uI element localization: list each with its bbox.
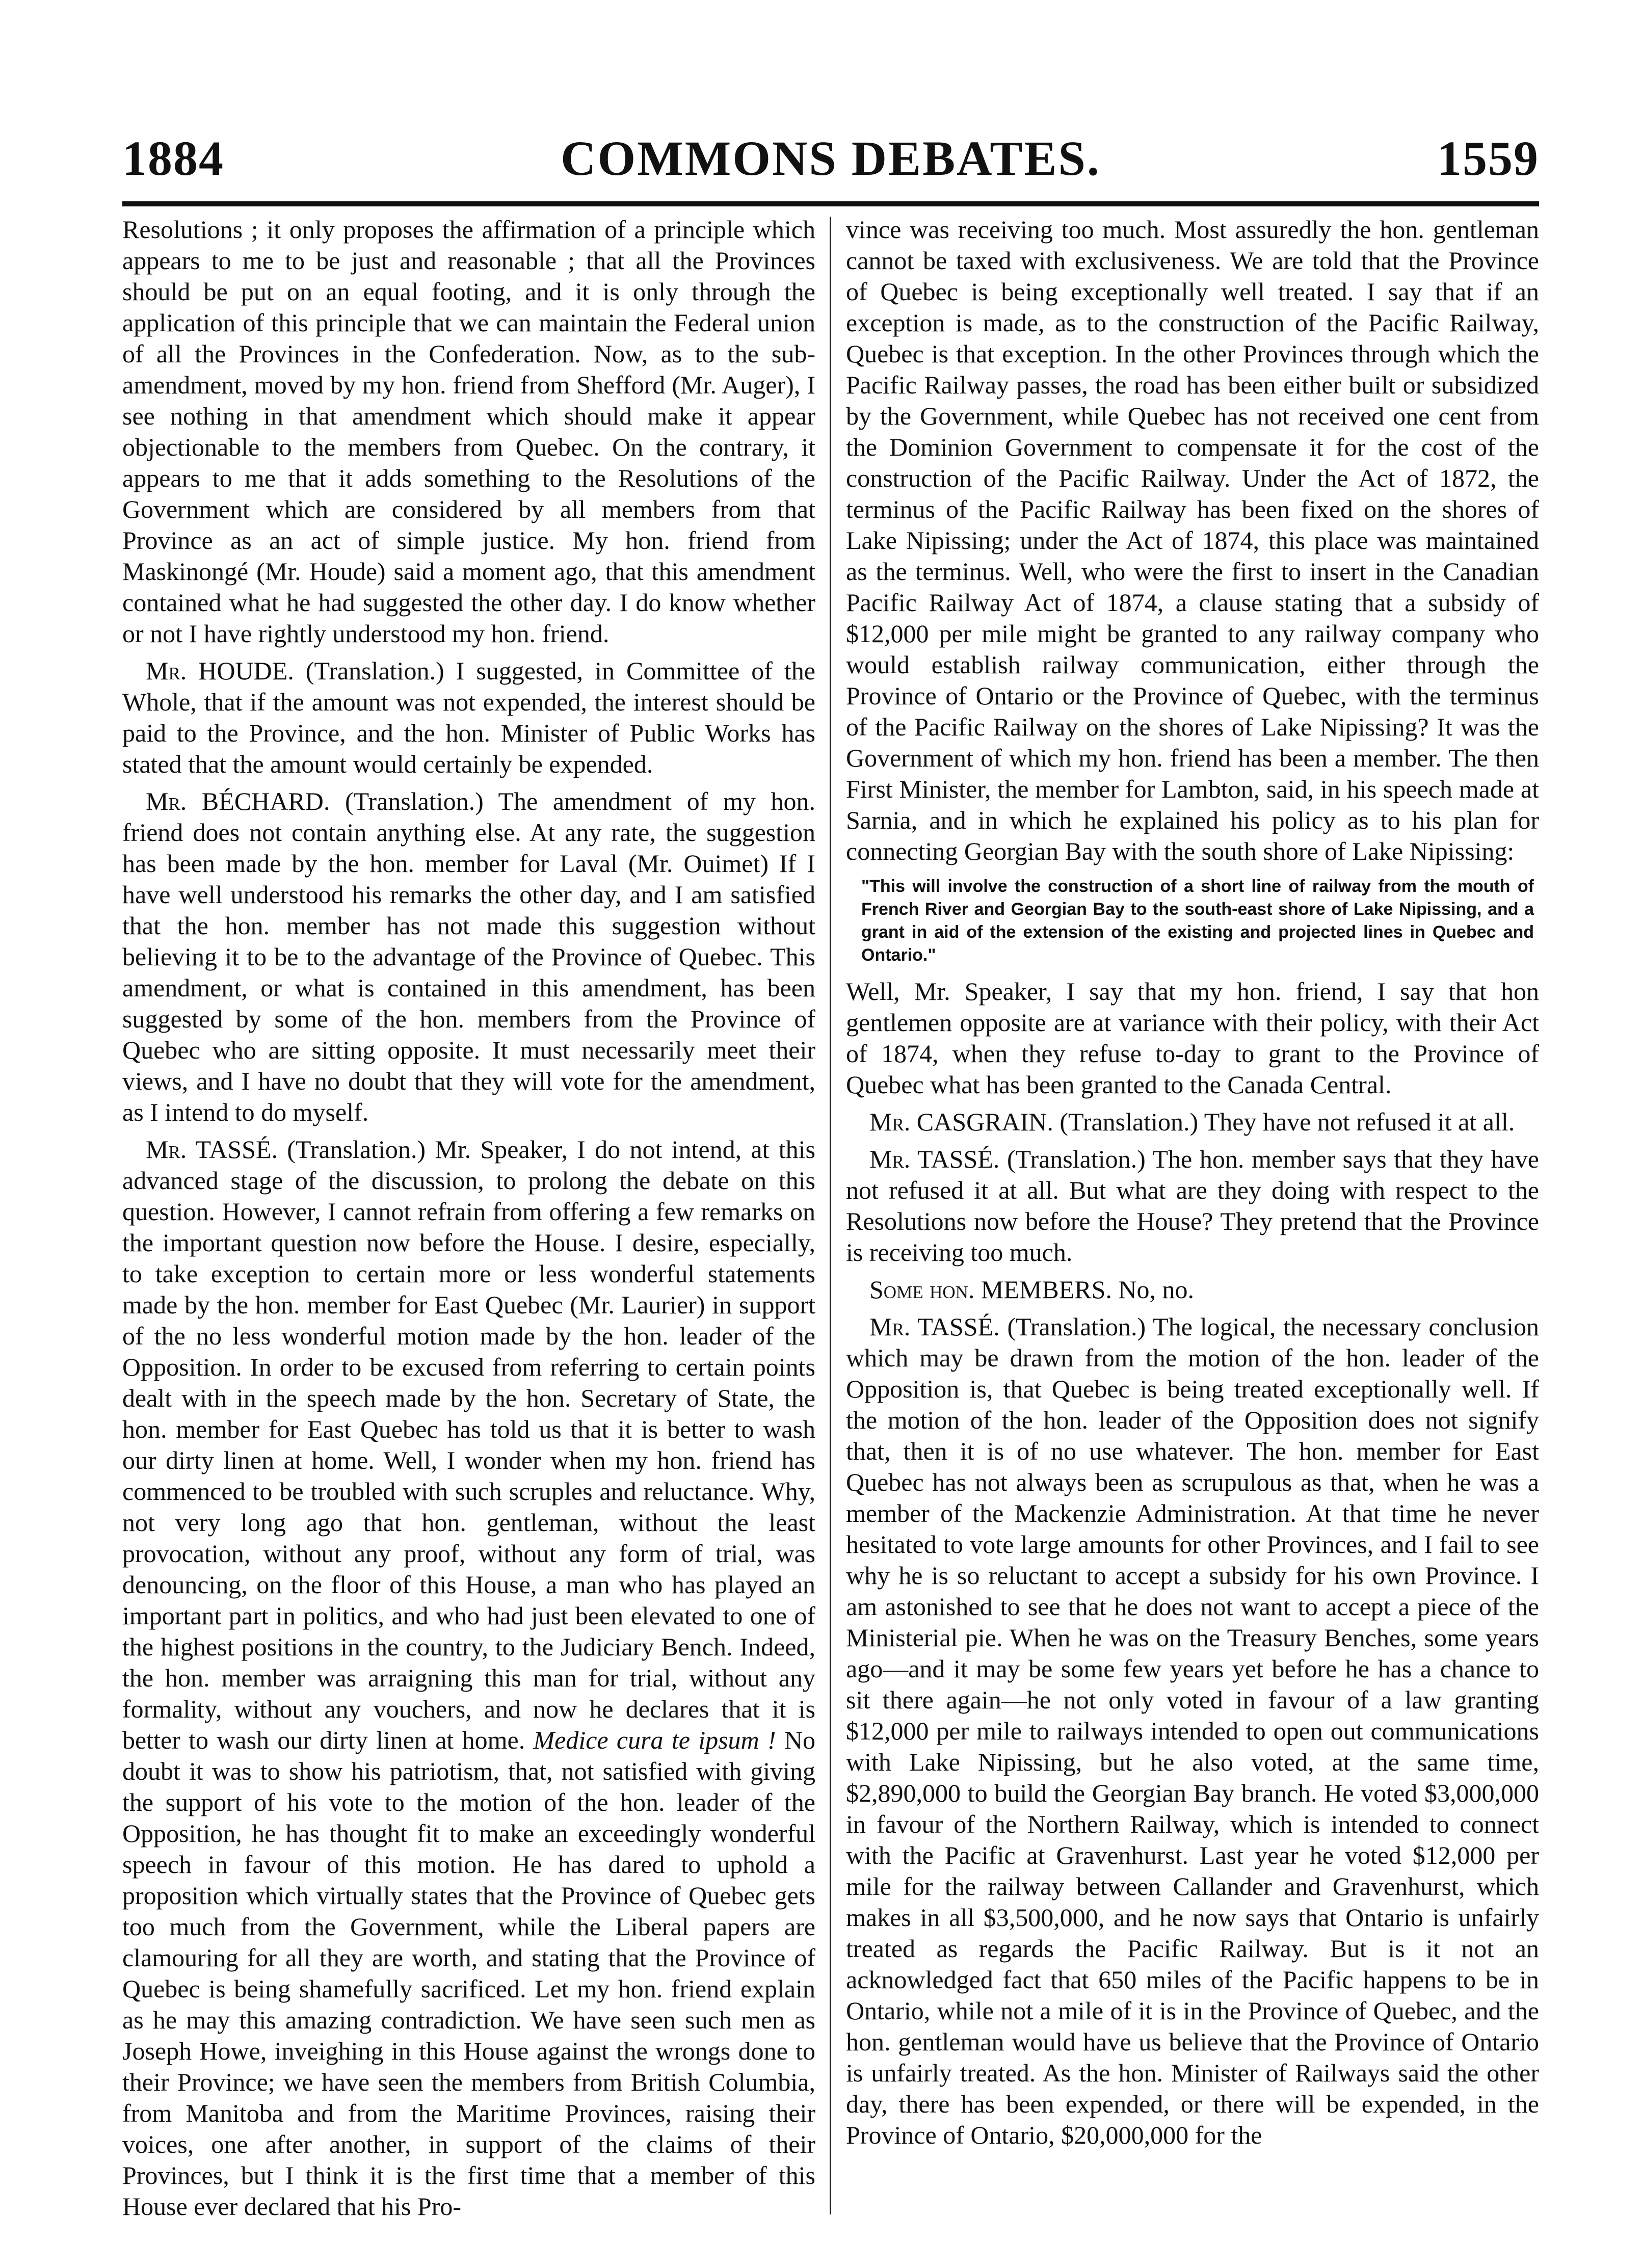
speaker-name: Mr. TASSÉ. xyxy=(869,1145,1000,1173)
paragraph xyxy=(122,1134,815,2222)
paragraph xyxy=(122,786,815,1128)
paragraph-text: No doubt it was to show his patriotism, that, not satisfied with giving the support of his vote to the motion of the hon. leader of the Opposition, he has thought fit to make an exceedingly wonderful speech in favour of this motion. He has dared to uphold a proposition which virtually states that the Province of Quebec gets too much from the Government, while the Liberal papers are clamouring for all they are worth, and stating that the Province of Quebec is being shamefully sacrificed. Let my hon. friend explain as he may this amazing contradiction. We have seen such men as Joseph Howe, inveighing in this House against the wrongs done to their Province; we have seen the members from British Columbia, from Manitoba and from the Maritime Provinces, raising their voices, one after another, in support of the claims of their Provinces, but I think it is the first time that a member of this House ever declared that his Pro- xyxy=(122,1726,816,2221)
page-header xyxy=(122,130,1539,191)
speaker-name: Mr. BÉCHARD. xyxy=(146,787,330,815)
paragraph xyxy=(122,655,815,780)
quotation: "This will involve the construction of a short line of railway from the mouth of French River and Georgian Bay to the south-east shore of Lake Nipissing, and a grant in aid of the extension of the existing and projected lines in Quebec and Ontario." xyxy=(861,877,1534,965)
speaker-name: Mr. TASSÉ. xyxy=(869,1312,1000,1341)
speaker-name: Some hon. MEMBERS. xyxy=(869,1275,1112,1304)
paragraph xyxy=(846,214,1539,867)
paragraph-text: No, no. xyxy=(1111,1275,1195,1304)
right-column xyxy=(846,214,1539,2222)
paragraph xyxy=(846,1311,1539,2151)
header-rule xyxy=(122,201,1539,206)
paragraph-text: (Translation.) Mr. Speaker, I do not intend, at this advanced stage of the discussion, to prolong the debate on this question. However, I cannot refrain from offering a few remarks on the important question now before the House. I desire, especially, to take exception to certain more or less wonderful statements made by the hon. member for East Quebec (Mr. Laurier) in support of the no less wonderful motion made by the hon. leader of the Opposition. In order to be excused from referring to certain points dealt with in the speech made by the hon. Secretary of State, the hon. member for East Quebec has told us that it is better to wash our dirty linen at home. Well, I wonder when my hon. friend has commenced to be troubled with such scruples and reluctance. Why, not very long ago that hon. gentleman, without the least provocation, without any proof, without any form of trial, was denouncing, on the floor of this House, a man who has played an important part in politics, and who had just been elevated to one of the highest positions in the country, to the Judiciary Bench. Indeed, the hon. member was arraigning this man for trial, without any formality, without any vouchers, and now he declares that it is better to wash our dirty linen at home. xyxy=(122,1135,815,1754)
paragraph-text: (Translation.) I suggested, in Committee of the Whole, that if the amount was not expended, the interest should be paid to the Province, and the hon. Minister of Public Works has stated that the amount would certainly be expended. xyxy=(122,656,816,778)
paragraph xyxy=(846,976,1539,1100)
paragraph-text: vince was receiving too much. Most assuredly the hon. gentleman cannot be taxed with exclusiveness. We are told that the Province of Quebec is being exceptionally well treated. I say that if an exception is made, as to the construction of the Pacific Railway, Quebec is that exception. In the other Provinces through which the Pacific Railway passes, the road has been either built or subsidized by the Government, while Quebec has not received one cent from the Dominion Government to compensate it for the cost of the construction of the Pacific Railway. Under the Act of 1872, the terminus of the Pacific Railway has been fixed on the shores of Lake Nipissing; under the Act of 1874, this place was maintained as the terminus. Well, who were the first to insert in the Canadian Pacific Railway Act of 1874, a clause stating that a subsidy of $12,000 per mile might be granted to any railway company who would establish railway communication, either through the Province of Ontario or the Province of Quebec, with the terminus of the Pacific Railway on the shores of Lake Nipissing? It was the Government of which my hon. friend has been a member. The then First Minister, the member for Lambton, said, in his speech made at Sarnia, and in which he explained his policy as to his plan for connecting Georgian Bay with the south shore of Lake Nipissing: xyxy=(846,215,1539,865)
column-divider xyxy=(830,217,831,2214)
paragraph xyxy=(846,1274,1539,1305)
paragraph xyxy=(846,1144,1539,1268)
speaker-name: Mr. HOUDE. xyxy=(146,656,294,685)
paragraph-text: (Translation.) They have not refused it at all. xyxy=(1053,1107,1515,1136)
left-column xyxy=(122,214,815,2222)
paragraph xyxy=(122,214,815,649)
speaker-name: Mr. TASSÉ. xyxy=(146,1135,278,1164)
paragraph-text: (Translation.) The hon. member says that they have not refused it at all. But what are they doing with respect to the Resolutions now before the House? They pretend that the Province is receiving too much. xyxy=(846,1145,1539,1267)
paragraph-text: (Translation.) The logical, the necessary conclusion which may be drawn from the motion of the hon. leader of the Opposition is, that Quebec is being treated exceptionally well. If the motion of the hon. leader of the Opposition does not signify that, then it is of no use whatever. The hon. member for East Quebec has not always been as scrupulous as that, when he was a member of the Mackenzie Administration. At that time he never hesitated to vote large amounts for other Provinces, and I fail to see why he is so reluctant to accept a subsidy for his own Province. I am astonished to see that he does not want to accept a piece of the Ministerial pie. When he was on the Treasury Benches, some years ago—and it may be some few years yet before he has a chance to sit there again—he not only voted in favour of a law granting $12,000 per mile to railways intended to open out communications with Lake Nipissing, but he also voted, at the same time, $2,890,000 to build the Georgian Bay branch. He voted $3,000,000 in favour of the Northern Railway, which is intended to connect with the Pacific at Gravenhurst. Last year he voted $12,000 per mile for the railway between Callander and Gravenhurst, which makes in all $3,500,000, and he now says that Ontario is unfairly treated as regards the Pacific Railway. But is it not an acknowledged fact that 650 miles of the Pacific happens to be in Ontario, while not a mile of it is in the Province of Quebec, and the hon. gentleman would have us believe that the Province of Ontario is unfairly treated. As the hon. Minister of Railways said the other day, there has been expended, or there will be expended, in the Province of Ontario, $20,000,000 for the xyxy=(846,1312,1539,2149)
speaker-name: Mr. CASGRAIN. xyxy=(869,1107,1053,1136)
latin-phrase: Medice cura te ipsum ! xyxy=(525,1726,776,1754)
header-title: COMMONS DEBATES. xyxy=(561,131,1101,186)
paragraph-text: Resolutions ; it only proposes the affirmation of a principle which appears to me to be just and reasonable ; that all the Provinces should be put on an equal footing, and it is only through the application of this principle that we can maintain the Federal union of all the Provinces in the Confederation. Now, as to the sub-amendment, moved by my hon. friend from Shefford (Mr. Auger), I see nothing in that amendment which should make it appear objectionable to the members from Quebec. On the contrary, it appears to me that it adds something to the Resolutions of the Government which are considered by all members from that Province as an act of simple justice. My hon. friend from Maskinongé (Mr. Houde) said a moment ago, that this amendment contained what he had suggested the other day. I do know whether or not I have rightly understood my hon. friend. xyxy=(122,215,815,648)
header-year: 1884 xyxy=(122,131,224,186)
header-page-number: 1559 xyxy=(1437,131,1539,186)
paragraph xyxy=(846,1106,1539,1138)
paragraph-text: Well, Mr. Speaker, I say that my hon. friend, I say that hon gentlemen opposite are at variance with their policy, with their Act of 1874, when they refuse to-day to grant to the Province of Quebec what has been granted to the Canada Central. xyxy=(846,977,1539,1099)
paragraph-text: (Translation.) The amendment of my hon. friend does not contain anything else. At any rate, the suggestion has been made by the hon. member for Laval (Mr. Ouimet) If I have well understood his remarks the other day, and I am satisfied that the hon. member has not made this suggestion without believing it to be to the advantage of the Province of Quebec. This amendment, or what is contained in this amendment, has been suggested by some of the hon. members from the Province of Quebec who are sitting opposite. It must necessarily meet their views, and I have no doubt that they will vote for the amendment, as I intend to do myself. xyxy=(122,787,816,1126)
